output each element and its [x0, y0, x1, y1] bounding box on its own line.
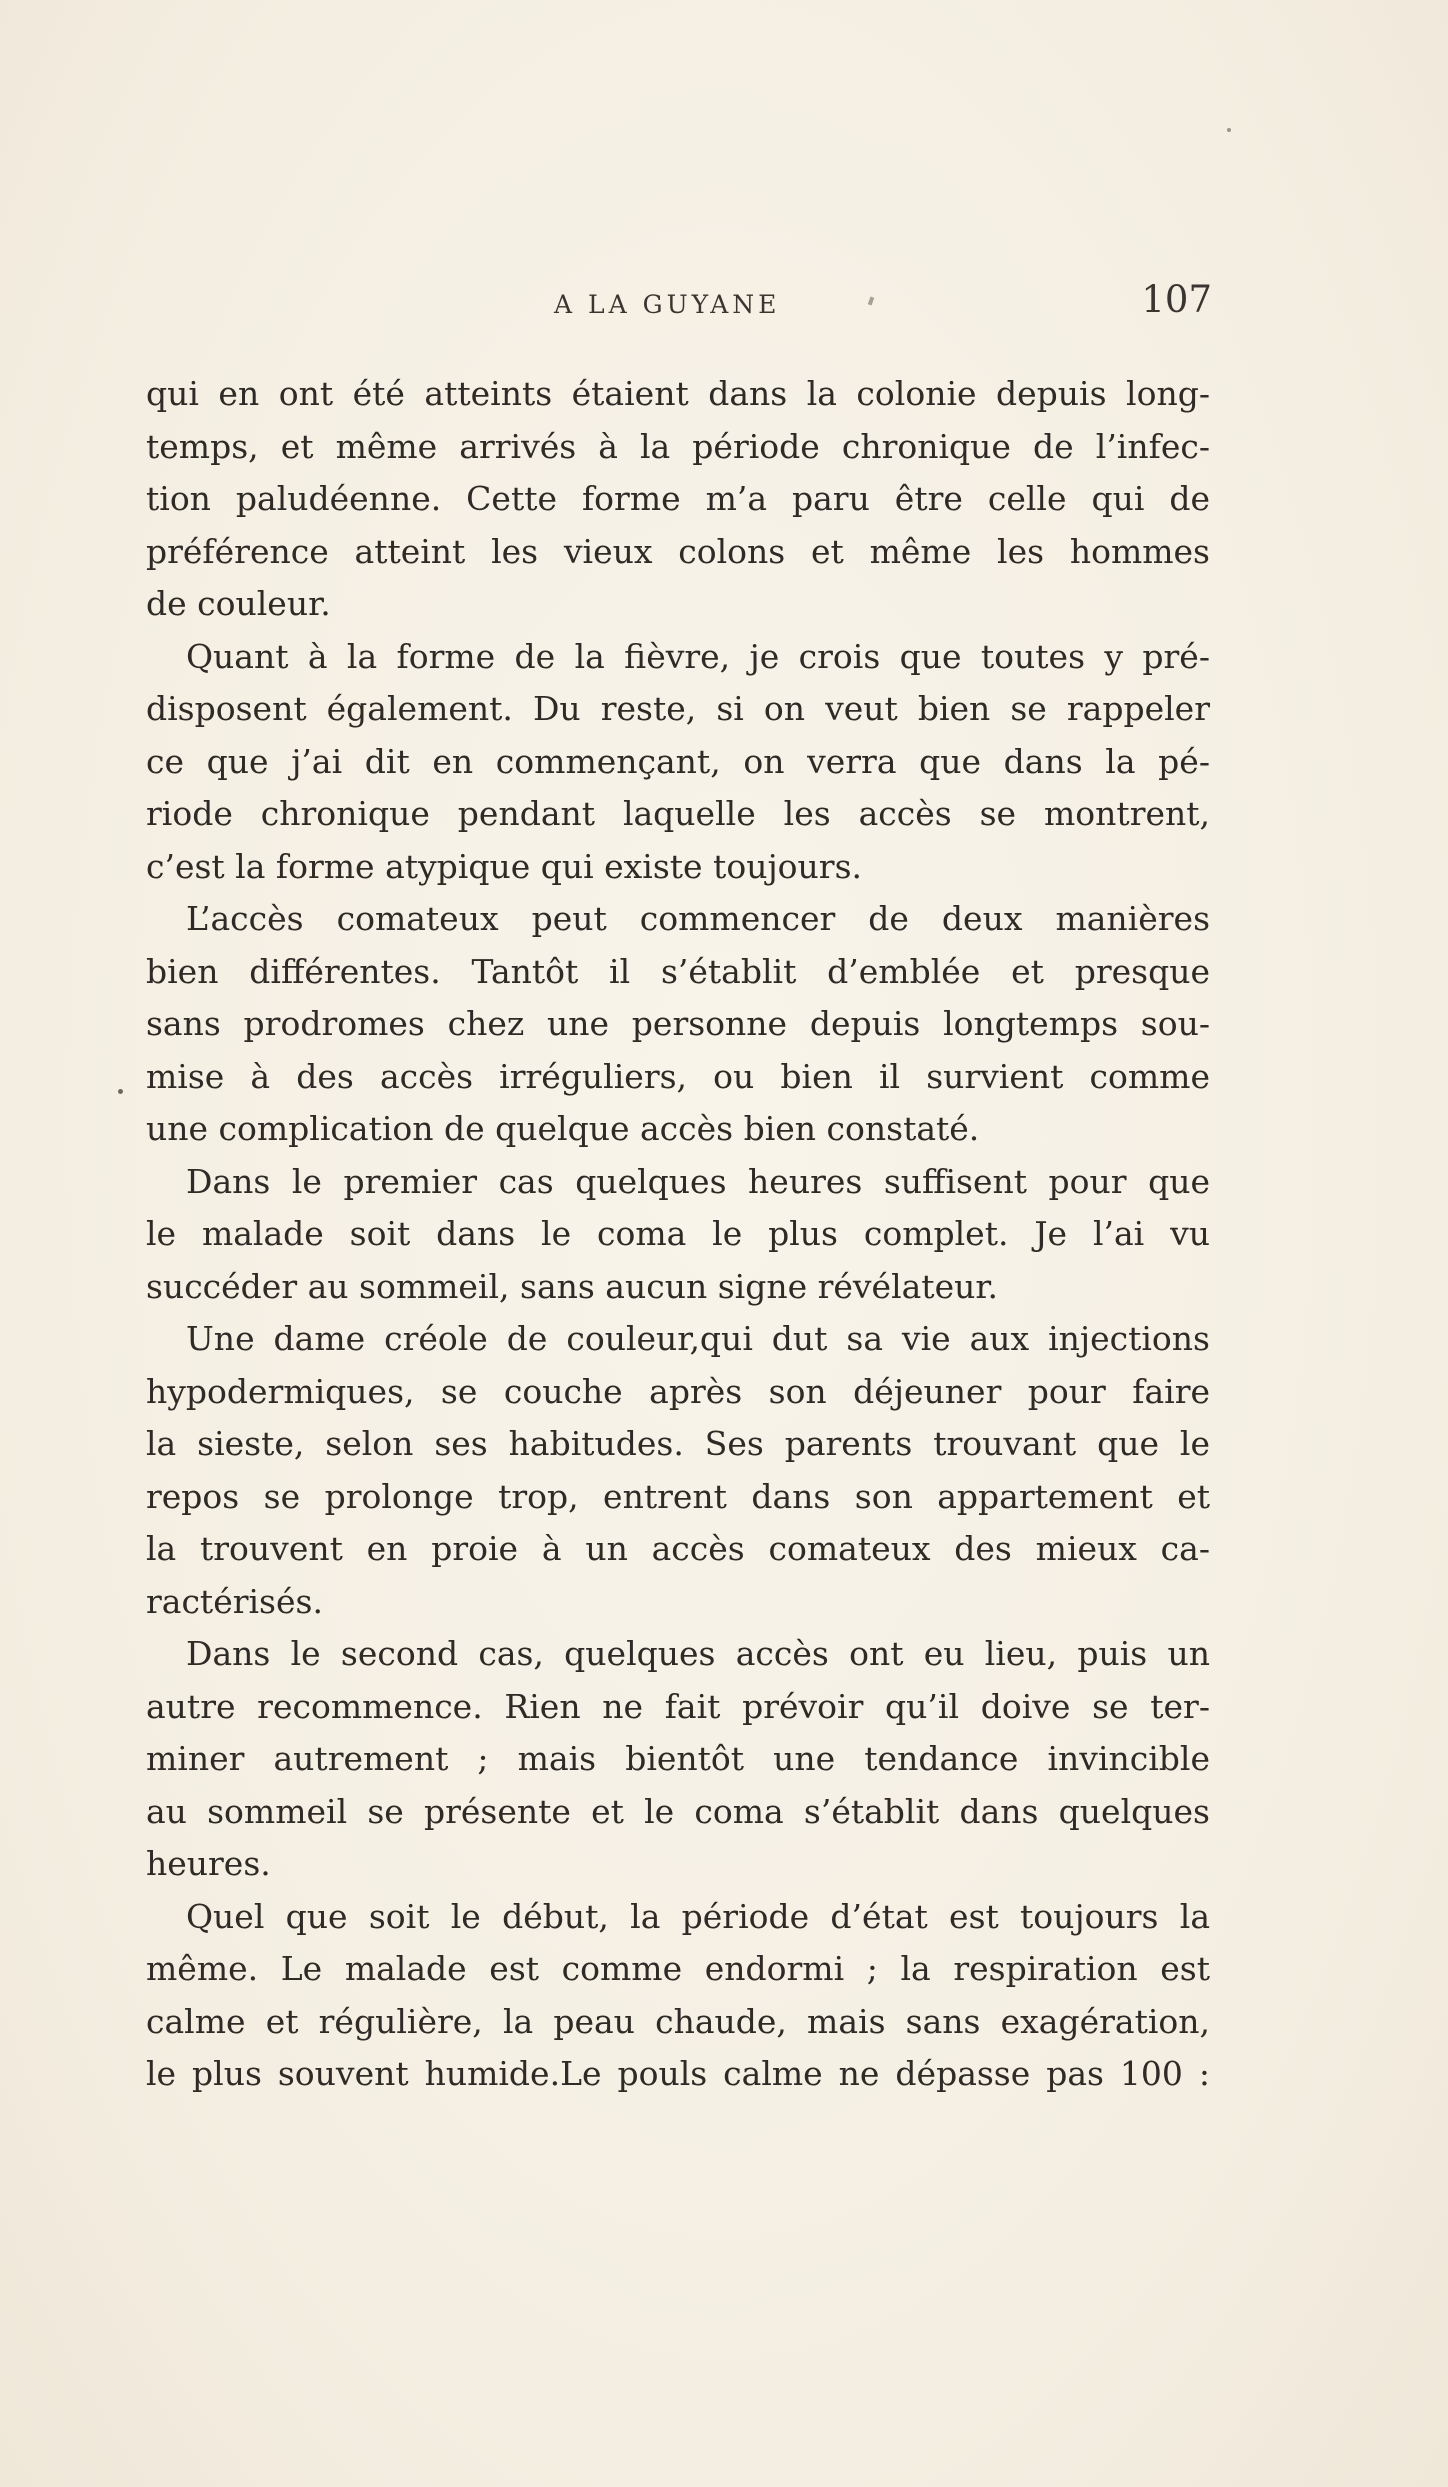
text-line: au sommeil se présente et le coma s’établit dans quelques	[146, 1791, 1210, 1831]
text-line: le malade soit dans le coma le plus complet. Je l’ai vu	[146, 1214, 1210, 1253]
text-line: disposent également. Du reste, si on veut bien se rappeler	[146, 689, 1210, 728]
text-line: la sieste, selon ses habitudes. Ses parents trouvant que le	[146, 1424, 1210, 1463]
page-header	[146, 278, 1210, 334]
text-line: autre recommence. Rien ne fait prévoir qu’il doive se ter-	[146, 1686, 1210, 1726]
text-line: miner autrement ; mais bientôt une tendance invincible	[146, 1739, 1210, 1778]
text-line: tion paludéenne. Cette forme m’a paru être celle qui de	[146, 479, 1210, 518]
text-line: bien différentes. Tantôt il s’établit d’emblée et presque	[146, 951, 1210, 991]
text-line: mise à des accès irréguliers, ou bien il survient comme	[146, 1056, 1210, 1096]
text-line: même. Le malade est comme endormi ; la respiration est	[146, 1949, 1210, 1988]
page-number: 107	[1141, 278, 1212, 321]
text-line: de couleur.	[146, 584, 331, 623]
text-line: heures.	[146, 1844, 271, 1883]
text-line: la trouvent en proie à un accès comateux des mieux ca-	[146, 1529, 1210, 1568]
text-line: Quel que soit le début, la période d’état est toujours la	[186, 1896, 1210, 1936]
running-title: A LA GUYANE	[554, 290, 781, 319]
margin-ink-dot	[118, 1089, 123, 1094]
paper-speck	[1227, 128, 1231, 132]
ink-mark	[868, 297, 874, 306]
text-line: repos se prolonge trop, entrent dans son appartement et	[146, 1476, 1210, 1516]
text-line: Dans le second cas, quelques accès ont eu lieu, puis un	[186, 1634, 1210, 1673]
text-line: Dans le premier cas quelques heures suffisent pour que	[186, 1161, 1210, 1201]
text-line: une complication de quelque accès bien constaté.	[146, 1109, 980, 1148]
text-line: hypodermiques, se couche après son déjeuner pour faire	[146, 1371, 1210, 1411]
text-line: succéder au sommeil, sans aucun signe révélateur.	[146, 1266, 998, 1306]
text-line: temps, et même arrivés à la période chronique de l’infec-	[146, 426, 1210, 466]
text-line: Une dame créole de couleur,qui dut sa vie aux injections	[186, 1319, 1210, 1358]
text-line: préférence atteint les vieux colons et même les hommes	[146, 531, 1210, 571]
text-line: L’accès comateux peut commencer de deux manières	[186, 899, 1210, 938]
text-line: qui en ont été atteints étaient dans la colonie depuis long-	[146, 374, 1210, 413]
text-line: Quant à la forme de la fièvre, je crois que toutes y pré-	[186, 636, 1210, 676]
text-line: sans prodromes chez une personne depuis longtemps sou-	[146, 1004, 1210, 1043]
body-text	[146, 368, 1210, 2101]
text-line: riode chronique pendant laquelle les accès se montrent,	[146, 794, 1210, 833]
text-line: c’est la forme atypique qui existe toujours.	[146, 846, 862, 886]
text-line: calme et régulière, la peau chaude, mais sans exagération,	[146, 2001, 1210, 2041]
text-line: ce que j’ai dit en commençant, on verra que dans la pé-	[146, 741, 1210, 781]
text-line: le plus souvent humide.Le pouls calme ne dépasse pas 100 :	[146, 2054, 1210, 2093]
text-line: ractérisés.	[146, 1581, 323, 1621]
